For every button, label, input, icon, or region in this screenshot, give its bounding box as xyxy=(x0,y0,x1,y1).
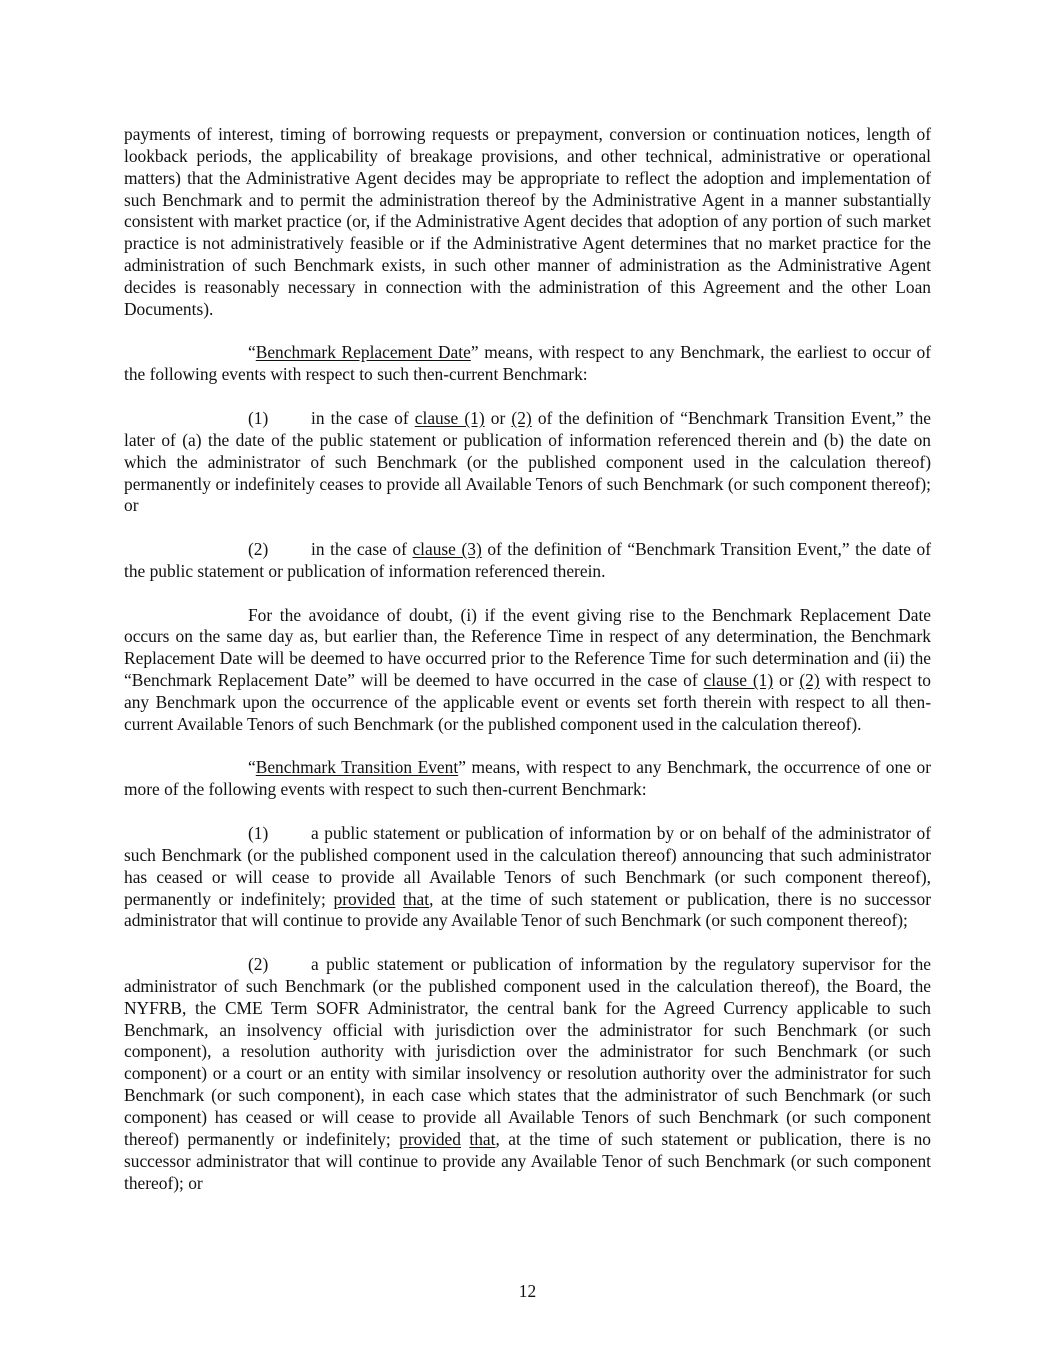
clause-number: (1) xyxy=(248,823,269,843)
clause-reference-link[interactable]: clause (1) xyxy=(414,407,485,428)
defined-term: Benchmark Transition Event xyxy=(255,757,459,778)
paragraph-text: payments of interest, timing of borrowing requests or prepayment, conversion or continuation notices, length of lookback periods, the applicability of breakage provisions, and other technical, administrative or operational matters) that the Administrative Agent decides may be appropriate to reflect the adoption and implementation of such Benchmark and to permit the administration thereof by the Administrative Agent in a manner substantially consistent with market practice (or, if the Administrative Agent decides that adoption of any portion of such market practice is not administratively feasible or if the Administrative Agent determines that no market practice for the administration of such Benchmark exists, in such other manner of administration as the Administrative Agent decides is reasonably necessary in connection with the administration of this Agreement and the other Loan Documents). xyxy=(124,124,931,319)
clause-number: (2) xyxy=(248,539,269,560)
clause-number: (1) xyxy=(248,407,269,428)
clause-text: in the case of xyxy=(311,539,413,560)
definition-text: ” means, with respect to any Benchmark, the earliest to occur of the following events with respect to such then-current Benchmark: xyxy=(124,342,931,385)
avoidance-of-doubt-paragraph xyxy=(124,605,931,736)
clause-reference-link[interactable]: clause (3) xyxy=(412,539,482,560)
clause-text: or xyxy=(484,407,512,428)
page-number: 12 xyxy=(518,1281,537,1301)
clause-text xyxy=(395,889,403,909)
definition-benchmark-transition-event xyxy=(124,757,931,801)
clause-number: (2) xyxy=(248,954,269,975)
clause-reference-link[interactable]: (2) xyxy=(799,670,820,691)
definition-benchmark-replacement-date xyxy=(124,342,931,386)
clause-text: a public statement or publication of information by the regulatory supervisor for the administrator of such Benchmark (or the published component used in the calculation thereof), the Board, the NYFRB, the CME Term SOFR Administrator, the central bank for the Agreed Currency applicable to such Benchmark, an insolvency official with jurisdiction over the administrator for such Benchmark (or such component), a resolution authority with jurisdiction over the administrator for such Benchmark (or such component) or a court or an entity with similar insolvency or resolution authority over the administrator for such Benchmark (or such component), in each case which states that the administrator of such Benchmark (or such component) has ceased or will cease to provide all Available Tenors of such Benchmark (or such component thereof) permanently or indefinitely; xyxy=(124,954,931,1149)
definition-text: ” means, with respect to any Benchmark, the occurrence of one or more of the following events with respect to such then-current Benchmark: xyxy=(124,757,931,800)
transition-event-clause-2 xyxy=(124,954,931,1194)
clause-1-paragraph xyxy=(124,408,931,517)
defined-term: Benchmark Replacement Date xyxy=(255,342,471,363)
transition-event-clause-1 xyxy=(124,823,931,932)
paragraph-continuation xyxy=(124,124,931,321)
paragraph-text: with respect to any Benchmark upon the occurrence of the applicable event or events set forth therein with respect to all then-current Available Tenors of such Benchmark (or the published component used in the calculation thereof). xyxy=(124,670,931,734)
open-quote: “ xyxy=(248,342,256,363)
clause-2-paragraph xyxy=(124,539,931,583)
clause-reference-link[interactable]: clause (1) xyxy=(703,670,774,691)
paragraph-text: or xyxy=(773,670,800,691)
clause-text: a public statement or publication of information by or on behalf of the administrator of such Benchmark (or the published component used in the calculation thereof) announcing that such administrator has ceased or will cease to provide all Available Tenors of such Benchmark (or such component thereof), permanently or indefinitely; xyxy=(124,823,931,909)
underlined-word: that xyxy=(403,888,430,909)
clause-text: , at the time of such statement or publication, there is no successor administrator that will continue to provide any Available Tenor of such Benchmark (or such component thereof); xyxy=(124,888,931,931)
underlined-word: that xyxy=(469,1128,496,1149)
underlined-word: provided xyxy=(399,1128,461,1149)
document-page xyxy=(124,124,931,1216)
clause-text: of the definition of “Benchmark Transition Event,” the later of (a) the date of the public statement or publication of information referenced therein and (b) the date on which the administrator of such Benchmark (or the published component used in the calculation thereof) permanently or indefinitely ceases to provide all Available Tenors of such Benchmark (or such component thereof); or xyxy=(124,407,931,516)
open-quote: “ xyxy=(248,757,256,778)
underlined-word: provided xyxy=(333,888,396,909)
clause-text: in the case of xyxy=(311,407,415,428)
clause-text: of the definition of “Benchmark Transition Event,” the date of the public statement or publication of information referenced therein. xyxy=(124,539,932,581)
clause-text: , at the time of such statement or publication, there is no successor administrator that will continue to provide any Available Tenor of such Benchmark (or such component thereof); or xyxy=(124,1128,931,1193)
clause-reference-link[interactable]: (2) xyxy=(511,407,532,428)
paragraph-text: For the avoidance of doubt, (i) if the event giving rise to the Benchmark Replacement Date occurs on the same day as, but earlier than, the Reference Time in respect of any determination, the Benchmark Replacement Date will be deemed to have occurred prior to the Reference Time for such determination and (ii) the “Benchmark Replacement Date” will be deemed to have occurred in the case of xyxy=(124,604,931,691)
